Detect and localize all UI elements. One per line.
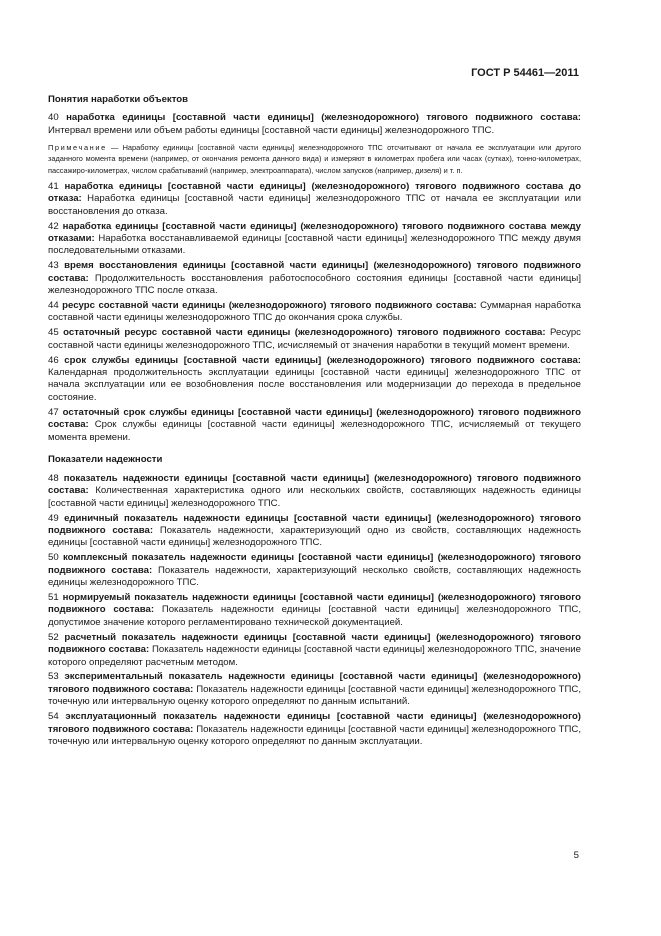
term-name: показатель надежности единицы [составной части единицы] (железнодорожного) тягового подвижного состава: xyxy=(48,472,581,497)
term-name: ресурс составной части единицы (железнодорожного) тягового подвижного состава: xyxy=(62,299,477,311)
term-entry-50 xyxy=(48,552,581,589)
term-number: 44 xyxy=(48,299,59,311)
term-definition: Показатель надежности единицы [составной части единицы] железнодорожного ТПС, точечную или интервальную оценку которого определяют по данным испытаний. xyxy=(48,683,582,708)
term-entry-41 xyxy=(48,181,581,218)
term-definition: Наработка восстанавливаемой единицы [составной части единицы] железнодорожного ТПС между двумя последовательными отказами. xyxy=(48,232,581,257)
term-number: 52 xyxy=(48,631,59,643)
term-definition: Ресурс составной части единицы железнодорожного ТПС, исчисляемый от значения наработки в текущий момент времени. xyxy=(48,327,581,351)
term-entry-42 xyxy=(48,221,581,258)
term-number: 41 xyxy=(48,180,59,192)
term-number: 54 xyxy=(48,711,59,723)
term-definition: Количественная характеристика одного или нескольких свойств, составляющих надежность единицы [составной части единицы] железнодорожного ТПС. xyxy=(48,485,581,509)
term-name: время восстановления единицы [составной части единицы] (железнодорожного) тягового подвижного состава: xyxy=(48,260,582,284)
term-number: 47 xyxy=(48,406,59,418)
term-definition: Показатель надежности единицы [составной части единицы] железнодорожного ТПС, значение которого определяют расчетным методом. xyxy=(48,644,581,668)
term-name: единичный показатель надежности единицы [составной части единицы] (железнодорожного) тягового подвижного состава: xyxy=(48,512,581,536)
term-number: 53 xyxy=(48,671,59,683)
term-definition: Наработка единицы [составной части единицы] железнодорожного ТПС от начала ее эксплуатации или восстановления до отказа. xyxy=(48,193,581,217)
section-title: Понятия наработки объектов xyxy=(48,94,189,105)
note-text: — Наработку единицы [составной части единицы] железнодорожного ТПС отсчитывают от начала ее эксплуатации или другого заданного момента времени (например, от окончания ремонта данного вида) и измеряют в километрах пробега или часах (сутках), тонно-километрах, пассажиро-километрах, числом срабатываний (например, электроаппарата), числом запусков (например, дизеля) и т. п. xyxy=(48,143,581,175)
term-number: 42 xyxy=(48,220,59,232)
term-entry-43 xyxy=(48,260,581,297)
term-number: 50 xyxy=(48,552,59,564)
term-definition: Показатель надежности единицы [составной части единицы] железнодорожного ТПС, допустимое значение которого регламентировано технической документацией. xyxy=(48,604,581,628)
term-entry-53 xyxy=(48,671,581,708)
term-entry-47 xyxy=(48,407,581,444)
term-entry-44 xyxy=(48,300,581,325)
term-name: остаточный срок службы единицы [составной части единицы] (железнодорожного) тягового подвижного состава: xyxy=(48,406,581,431)
term-entry-40 xyxy=(48,112,581,137)
term-name: срок службы единицы [составной части единицы] (железнодорожного) тягового подвижного состава: xyxy=(64,354,582,366)
term-definition: Показатель надежности, характеризующий одно из свойств, составляющих надежность единицы [составной части единицы] железнодорожного ТПС. xyxy=(48,524,581,549)
term-number: 49 xyxy=(48,512,59,524)
term-entry-49 xyxy=(48,513,581,550)
term-entry-46 xyxy=(48,355,581,405)
term-entry-45 xyxy=(48,327,581,352)
term-number: 48 xyxy=(48,472,59,484)
term-name: наработка единицы [составной части единицы] (железнодорожного) тягового подвижного состава: xyxy=(66,112,581,124)
term-name: остаточный ресурс составной части единицы (железнодорожного) тягового подвижного состава: xyxy=(63,327,546,339)
section-spacer xyxy=(48,446,581,454)
term-number: 46 xyxy=(48,354,59,366)
term-definition: Календарная продолжительность эксплуатации единицы [составной части единицы] железнодорожного ТПС от начала эксплуатации или ее возобновления после восстановления или модернизации до перехода в предельное состояние. xyxy=(48,367,581,403)
document-body xyxy=(48,94,581,751)
term-name: нормируемый показатель надежности единицы [составной части единицы] (железнодорожного) тягового подвижного состава: xyxy=(48,592,581,616)
section-title: Показатели надежности xyxy=(48,454,163,466)
term-name: расчетный показатель надежности единицы [составной части единицы] (железнодорожного) тягового подвижного состава: xyxy=(48,631,581,656)
term-entry-52 xyxy=(48,632,581,669)
term-definition: Срок службы единицы [составной части единицы] железнодорожного ТПС, исчисляемый от текущего момента времени. xyxy=(48,419,582,443)
term-name: наработка единицы [составной части единицы] (железнодорожного) тягового подвижного состава до отказа: xyxy=(48,180,581,205)
term-definition: Продолжительность восстановления работоспособного состояния единицы [составной части единицы] железнодорожного ТПС после отказа. xyxy=(48,272,581,297)
term-entry-54 xyxy=(48,711,581,748)
term-entry-51 xyxy=(48,592,581,629)
term-name: наработка единицы [составной части единицы] (железнодорожного) тягового подвижного состава между отказами: xyxy=(48,220,581,244)
standard-header: ГОСТ Р 54461—2011 xyxy=(471,67,579,79)
term-number: 43 xyxy=(48,260,59,272)
term-name: комплексный показатель надежности единицы [составной части единицы] (железнодорожного) тягового подвижного состава: xyxy=(48,552,581,576)
term-definition: Показатель надежности единицы [составной части единицы] железнодорожного ТПС, точечную или интервальную оценку которого определяют по данным эксплуатации. xyxy=(48,723,582,747)
term-number: 51 xyxy=(48,592,59,604)
note xyxy=(48,142,581,176)
note-label: Примечание xyxy=(48,143,107,153)
page-number: 5 xyxy=(573,850,579,861)
term-name: экспериментальный показатель надежности единицы [составной части единицы] (железнодорожного) тягового подвижного состава: xyxy=(48,671,581,695)
term-definition: Интервал времени или объем работы единицы [составной части единицы] железнодорожного ТПС. xyxy=(48,124,495,136)
term-number: 45 xyxy=(48,327,59,339)
term-definition: Показатель надежности, характеризующий несколько свойств, составляющих надежность единицы железнодорожного ТПС. xyxy=(48,564,581,589)
term-name: эксплуатационный показатель надежности единицы [составной части единицы] (железнодорожного) тягового подвижного состава: xyxy=(48,711,581,735)
term-entry-48 xyxy=(48,473,581,510)
term-definition: Суммарная наработка составной части единицы железнодорожного ТПС до окончания срока службы. xyxy=(48,299,581,324)
term-number: 40 xyxy=(48,112,59,124)
